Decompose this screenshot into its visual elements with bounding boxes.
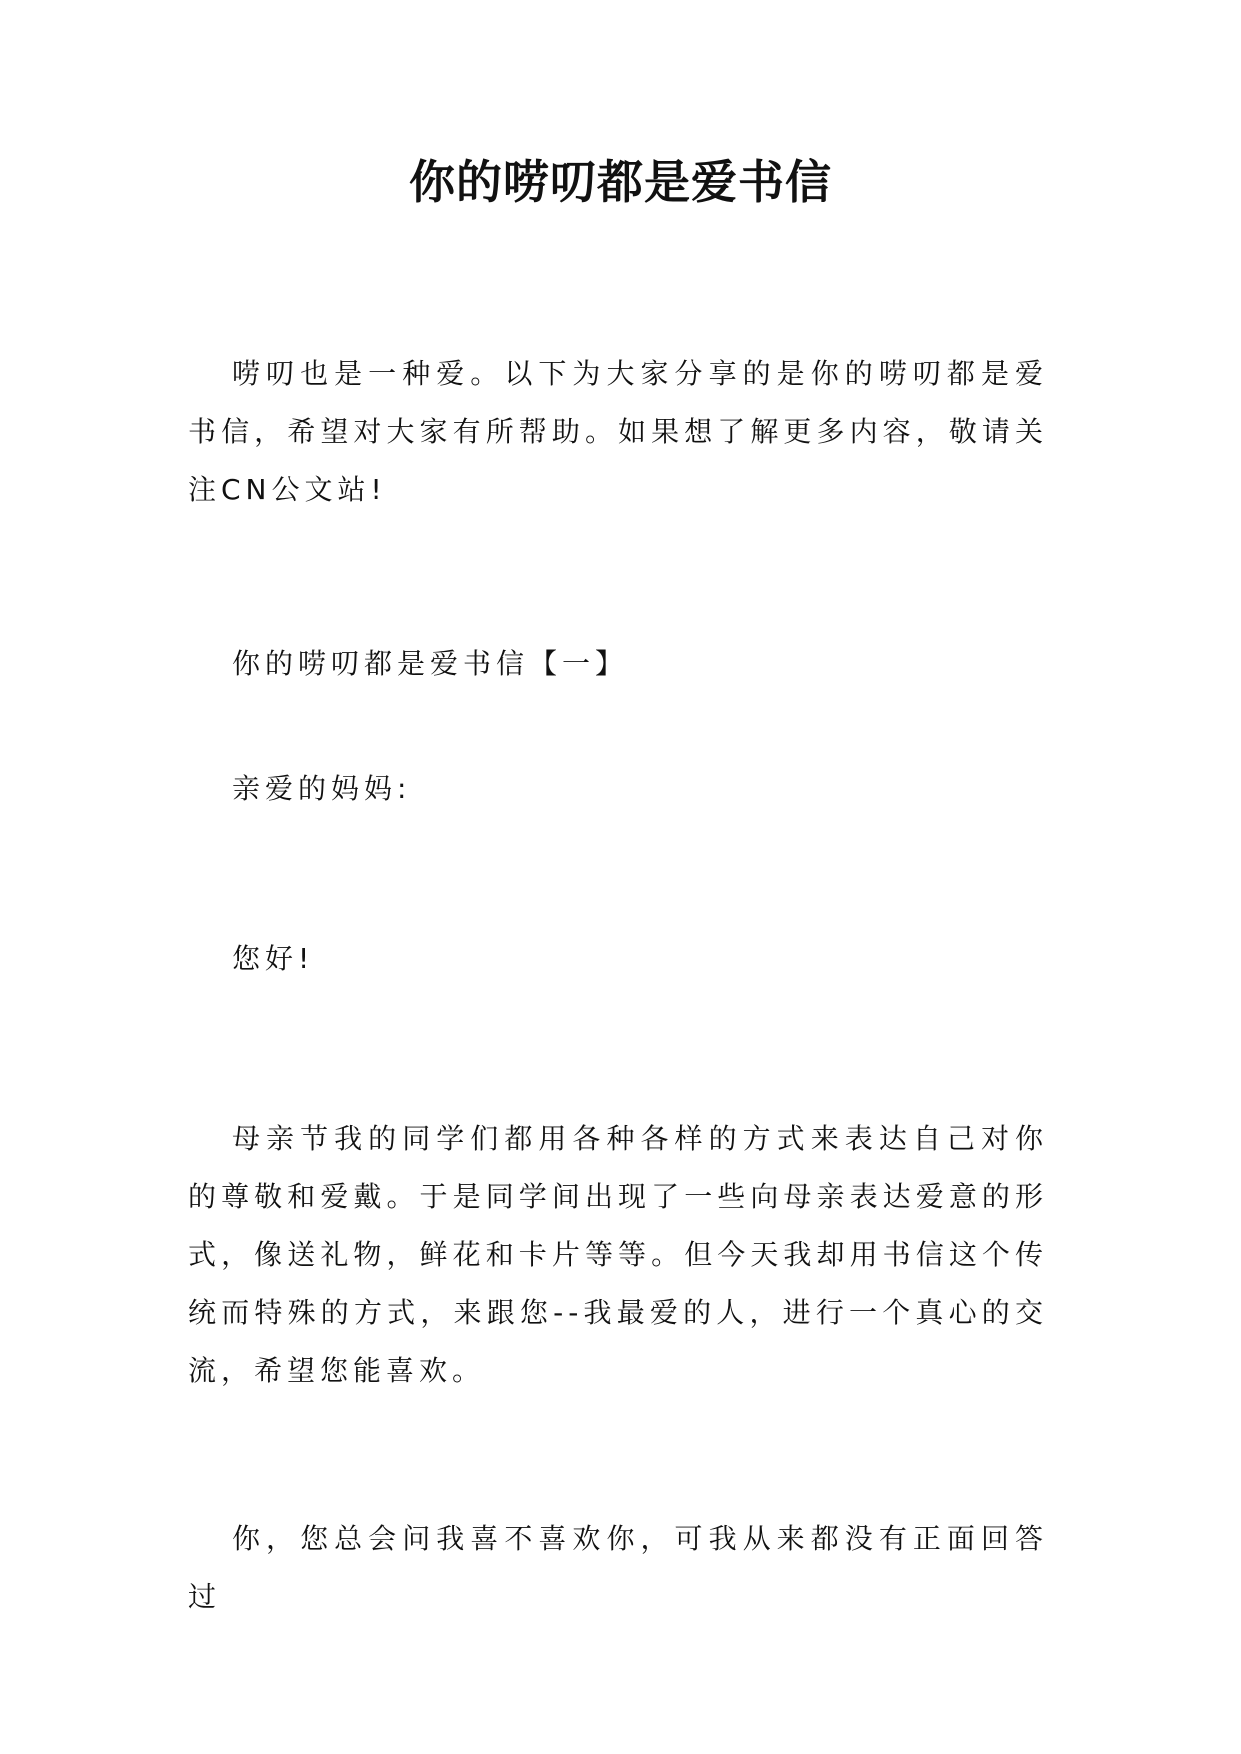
section-heading: 你的唠叨都是爱书信【一】: [232, 647, 629, 680]
intro-paragraph: 唠叨也是一种爱。以下为大家分享的是你的唠叨都是爱书信，希望对大家有所帮助。如果想了解更多内容，敬请关注CN公文站!: [188, 357, 1048, 506]
body-paragraph: 你，您总会问我喜不喜欢你，可我从来都没有正面回答过: [188, 1522, 1048, 1613]
greeting: 您好!: [232, 942, 315, 975]
document-title: 你的唠叨都是爱书信: [409, 155, 832, 209]
salutation: 亲爱的妈妈:: [232, 772, 412, 805]
body-paragraph: 母亲节我的同学们都用各种各样的方式来表达自己对你的尊敬和爱戴。于是同学间出现了一些向母亲表达爱意的形式，像送礼物，鲜花和卡片等等。但今天我却用书信这个传统而特殊的方式，来跟您--我最爱的人，进行一个真心的交流，希望您能喜欢。: [188, 1122, 1048, 1387]
